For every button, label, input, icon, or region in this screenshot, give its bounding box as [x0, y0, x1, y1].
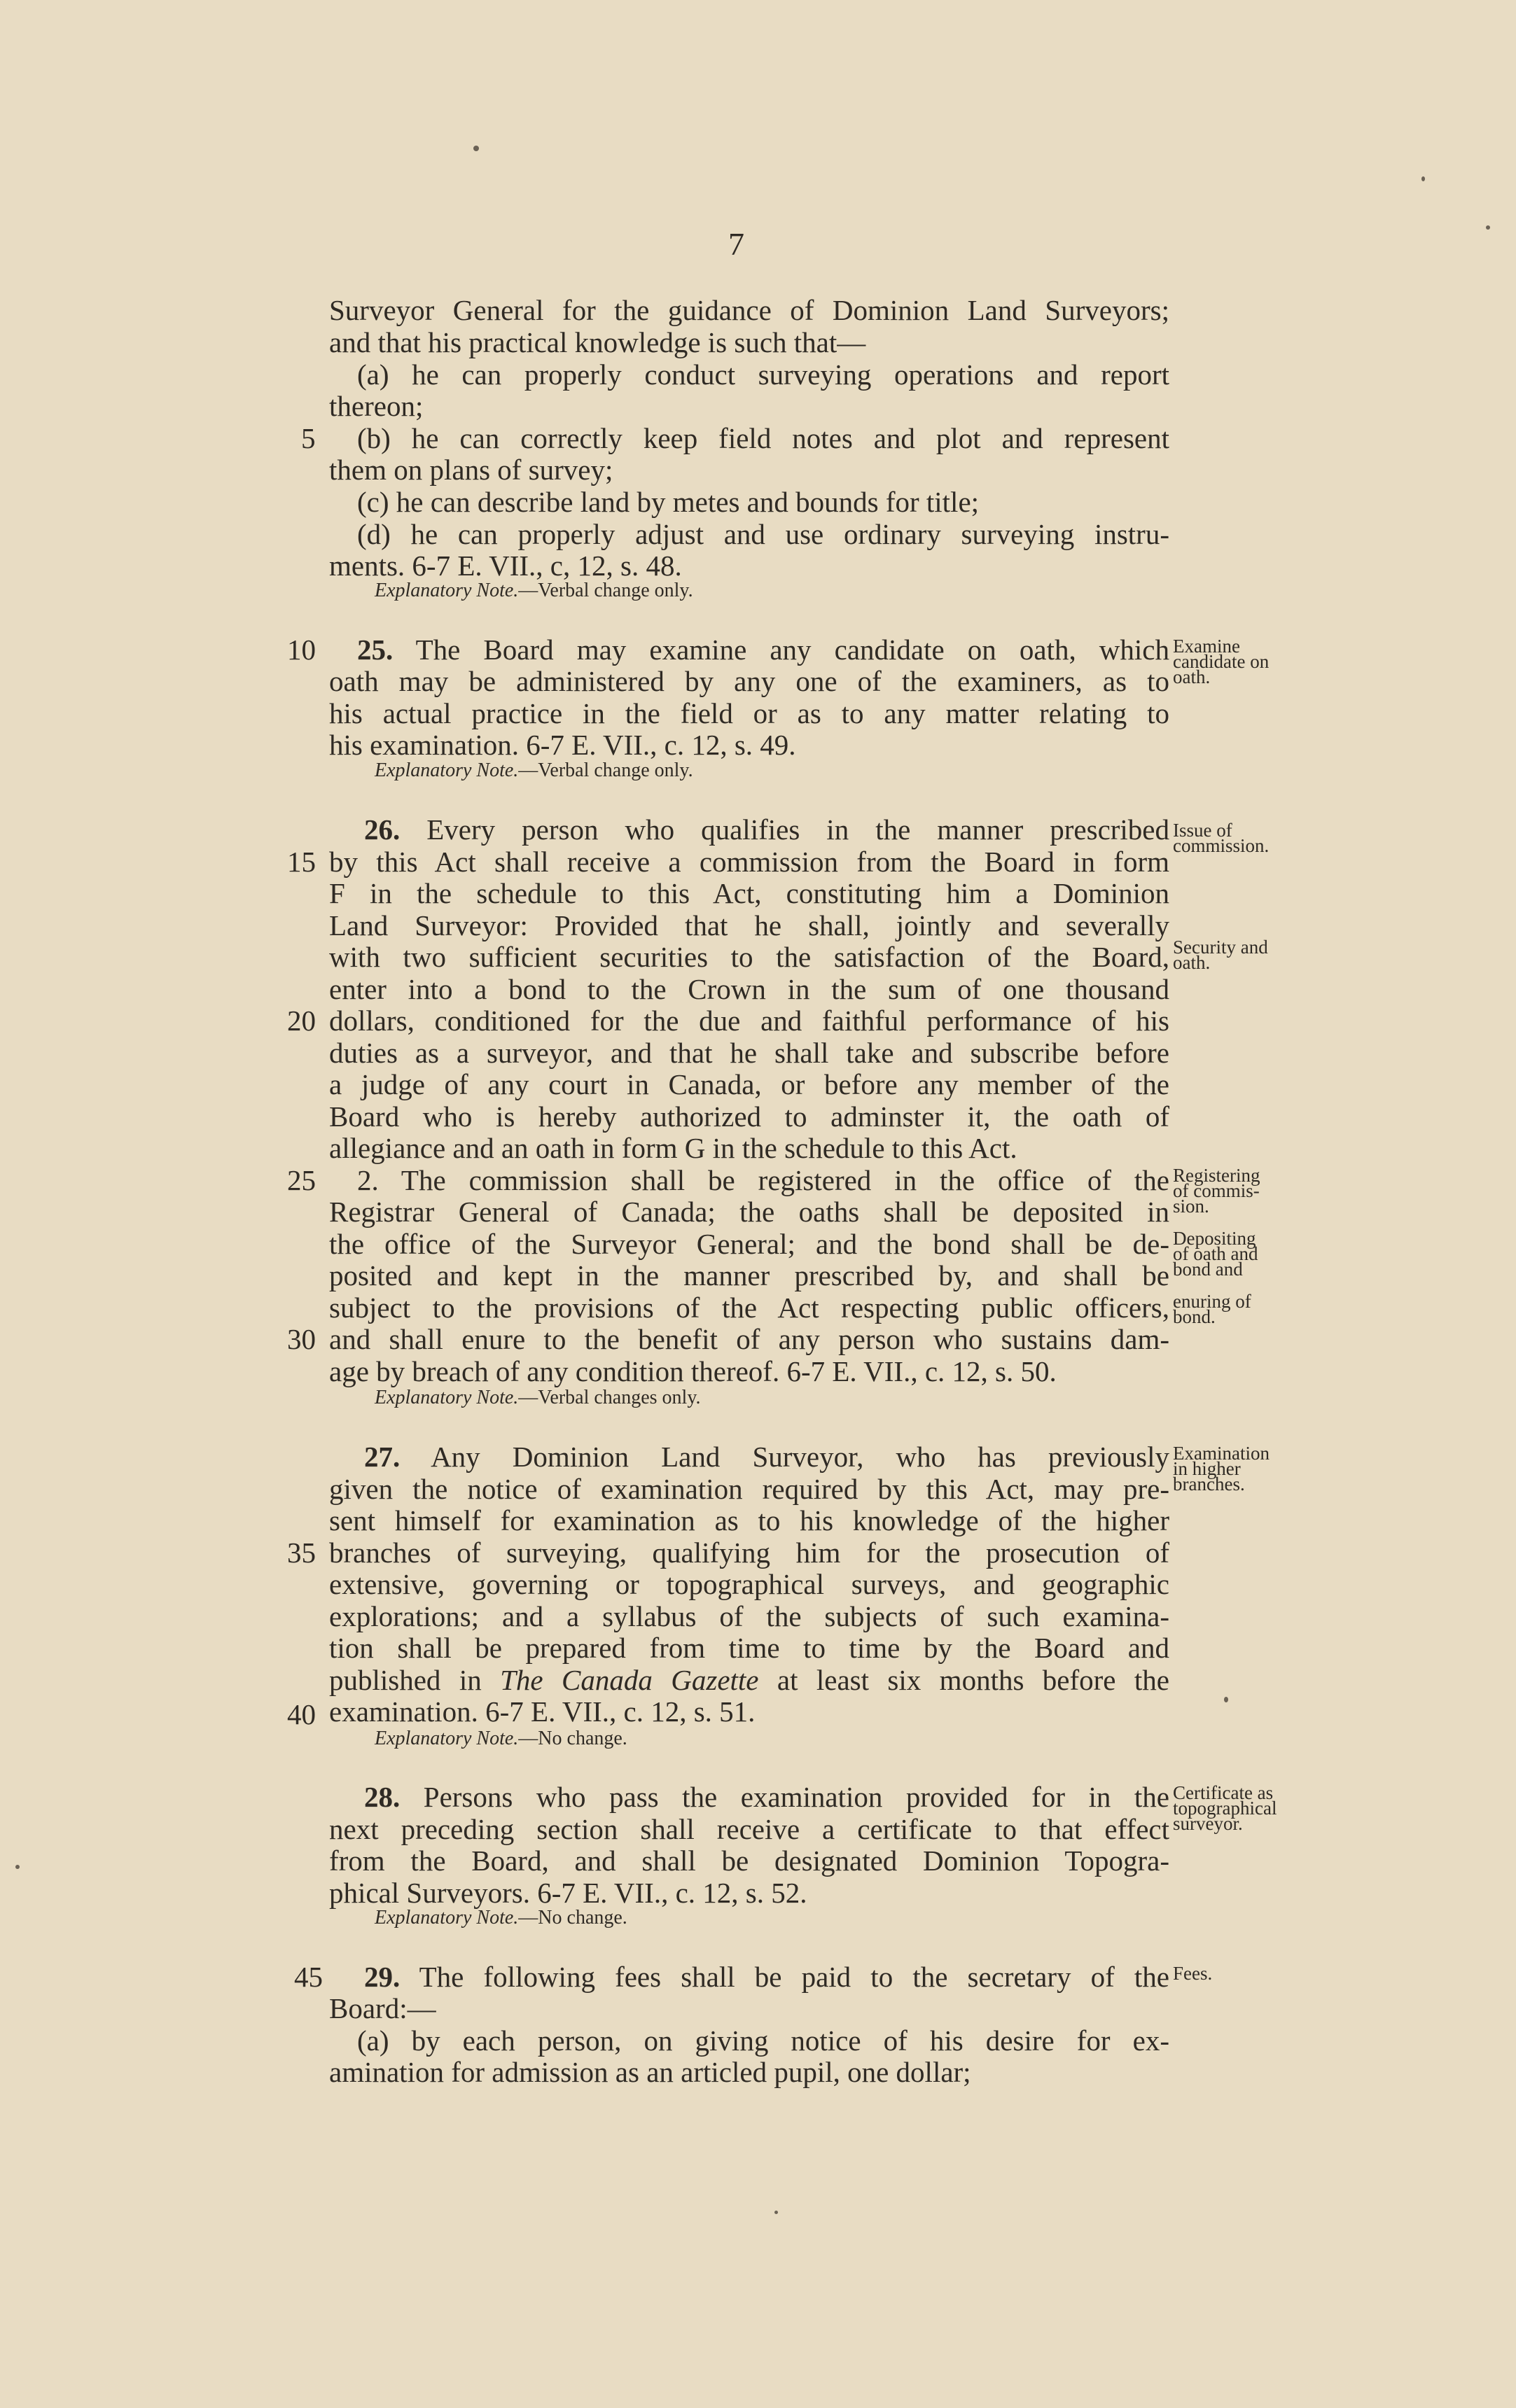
text-line: examination. 6-7 E. VII., c. 12, s. 51. — [329, 1695, 756, 1728]
text-line: duties as a surveyor, and that he shall take and subscribe before — [329, 1037, 1169, 1069]
text-line: amination for admission as an articled pupil, one dollar; — [329, 2056, 971, 2088]
explanatory-note — [375, 1728, 627, 1750]
text-line: a judge of any court in Canada, or before any member of the — [329, 1068, 1169, 1100]
line-number: 10 — [287, 634, 316, 666]
section-number: 27. — [364, 1441, 401, 1473]
text-line: them on plans of survey; — [329, 454, 613, 486]
section-27-first-line — [329, 1441, 1169, 1473]
text-line: ments. 6-7 E. VII., c, 12, s. 48. — [329, 550, 682, 582]
text-line: (a) by each person, on giving notice of his desire for ex- — [357, 2024, 1169, 2057]
explanatory-note — [375, 760, 693, 782]
section-text: The following fees shall be paid to the secretary of the — [419, 1961, 1169, 1993]
text-line: branches of surveying, qualifying him for the prosecution of — [329, 1536, 1169, 1569]
section-text: Persons who pass the examination provided for in the — [423, 1781, 1170, 1813]
note-label: Explanatory Note. — [375, 1907, 519, 1928]
text-line: age by breach of any condition thereof. 6-7 E. VII., c. 12, s. 50. — [329, 1355, 1057, 1387]
text-line: and shall enure to the benefit of any person who sustains dam- — [329, 1323, 1169, 1355]
explanatory-note — [375, 1907, 627, 1929]
text-line: with two sufficient securities to the satisfaction of the Board, — [329, 941, 1169, 973]
note-text: —Verbal change only. — [518, 760, 693, 781]
section-26-first-line — [329, 813, 1169, 846]
text-line: given the notice of examination required by this Act, may pre- — [329, 1473, 1169, 1505]
note-label: Explanatory Note. — [375, 760, 519, 781]
paper-speck — [1421, 176, 1425, 181]
explanatory-note — [375, 580, 693, 602]
note-text: —No change. — [518, 1728, 627, 1749]
line-number: 35 — [287, 1536, 316, 1569]
text-line: 2. The commission shall be registered in the office of the — [357, 1164, 1169, 1196]
text-line: (a) he can properly conduct surveying operations and report — [357, 358, 1169, 391]
text-line-gazette — [329, 1664, 1169, 1696]
note-label: Explanatory Note. — [375, 580, 519, 601]
text-line: Board:— — [329, 1992, 436, 2024]
section-text: Every person who qualifies in the manner prescribed — [426, 813, 1170, 846]
text-line: Board who is hereby authorized to adminster it, the oath of — [329, 1100, 1169, 1133]
section-text: Any Dominion Land Surveyor, who has previously — [431, 1441, 1169, 1473]
text-line: sent himself for examination as to his knowledge of the higher — [329, 1504, 1169, 1536]
text-line: next preceding section shall receive a certificate to that effect — [329, 1813, 1169, 1845]
text-line: allegiance and an oath in form G in the schedule to this Act. — [329, 1132, 1017, 1164]
paper-speck — [1486, 225, 1490, 230]
note-text: —No change. — [518, 1907, 627, 1928]
text-line: tion shall be prepared from time to time by the Board and — [329, 1632, 1169, 1664]
section-number: 29. — [364, 1961, 401, 1993]
text-line: Land Surveyor: Provided that he shall, jointly and severally — [329, 909, 1169, 941]
text-line: his actual practice in the field or as to any matter relating to — [329, 697, 1169, 729]
line-number: 15 — [287, 846, 316, 878]
section-number: 26. — [364, 813, 401, 846]
text-line: Surveyor General for the guidance of Dominion Land Surveyors; — [329, 294, 1169, 326]
line-number: 5 — [301, 422, 316, 454]
paper-speck — [15, 1865, 20, 1869]
text-line: and that his practical knowledge is such that— — [329, 326, 866, 358]
text-line: oath may be administered by any one of the examiners, as to — [329, 665, 1169, 697]
line-number: 20 — [287, 1004, 316, 1037]
section-text: The Board may examine any candidate on oath, which — [415, 634, 1170, 666]
sidenote-security: Security and oath. — [1173, 937, 1268, 973]
sidenote-fees: Fees. — [1173, 1963, 1213, 1984]
text-line: phical Surveyors. 6-7 E. VII., c. 12, s. 52. — [329, 1877, 807, 1909]
note-text: —Verbal change only. — [518, 580, 693, 601]
text-line: enter into a bond to the Crown in the sum of one thousand — [329, 973, 1169, 1005]
sidenote-enuring: enuring of bond. — [1173, 1291, 1251, 1327]
text-line: (c) he can describe land by metes and bounds for title; — [357, 486, 980, 518]
sidenote-issue: Issue of commission. — [1173, 820, 1270, 856]
text-line: Registrar General of Canada; the oaths shall be deposited in — [329, 1196, 1169, 1228]
explanatory-note — [375, 1387, 701, 1409]
line-number: 30 — [287, 1323, 316, 1355]
line-number: 25 — [287, 1164, 316, 1196]
section-25-first-line — [329, 634, 1169, 666]
text-line: by this Act shall receive a commission from the Board in form — [329, 846, 1169, 878]
sidenote-examine: Examine candidate on oath. — [1173, 636, 1270, 687]
text-line: thereon; — [329, 390, 424, 422]
section-number: 28. — [364, 1781, 401, 1813]
sidenote-examination: Examination in higher branches. — [1173, 1443, 1270, 1494]
section-29-first-line — [329, 1961, 1169, 1993]
note-label: Explanatory Note. — [375, 1728, 519, 1749]
text-line: F in the schedule to this Act, constituting him a Dominion — [329, 877, 1169, 909]
text-line: his examination. 6-7 E. VII., c. 12, s. 49. — [329, 729, 796, 761]
text-line: the office of the Surveyor General; and the bond shall be de- — [329, 1228, 1169, 1260]
paper-speck — [1224, 1697, 1228, 1702]
text-line: (b) he can correctly keep field notes and plot and represent — [357, 422, 1169, 454]
note-label: Explanatory Note. — [375, 1387, 519, 1408]
text-line: from the Board, and shall be designated Dominion Topogra- — [329, 1844, 1169, 1877]
paper-speck — [774, 2211, 778, 2214]
text-line: subject to the provisions of the Act respecting public officers, — [329, 1292, 1169, 1324]
section-number: 25. — [357, 634, 394, 666]
section-28-first-line — [329, 1781, 1169, 1813]
sidenote-registering: Registering of commis- sion. — [1173, 1165, 1260, 1217]
text-line: posited and kept in the manner prescribed by, and shall be — [329, 1259, 1169, 1292]
note-text: —Verbal changes only. — [518, 1387, 701, 1408]
line-number: 45 — [294, 1961, 323, 1993]
text-line: dollars, conditioned for the due and faithful performance of his — [329, 1004, 1169, 1037]
text-segment: at least six months before the — [758, 1664, 1169, 1696]
line-number: 40 — [287, 1698, 316, 1730]
text-line: extensive, governing or topographical surveys, and geographic — [329, 1568, 1169, 1600]
paper-speck — [473, 146, 479, 151]
page-number: 7 — [728, 226, 744, 262]
text-line: explorations; and a syllabus of the subjects of such examina- — [329, 1600, 1169, 1632]
gazette-title: The Canada Gazette — [500, 1664, 759, 1696]
text-line: (d) he can properly adjust and use ordinary surveying instru- — [357, 518, 1169, 550]
sidenote-certificate: Certificate as topographical surveyor. — [1173, 1782, 1277, 1834]
text-segment: published in — [329, 1664, 501, 1696]
sidenote-depositing: Depositing of oath and bond and — [1173, 1228, 1258, 1280]
